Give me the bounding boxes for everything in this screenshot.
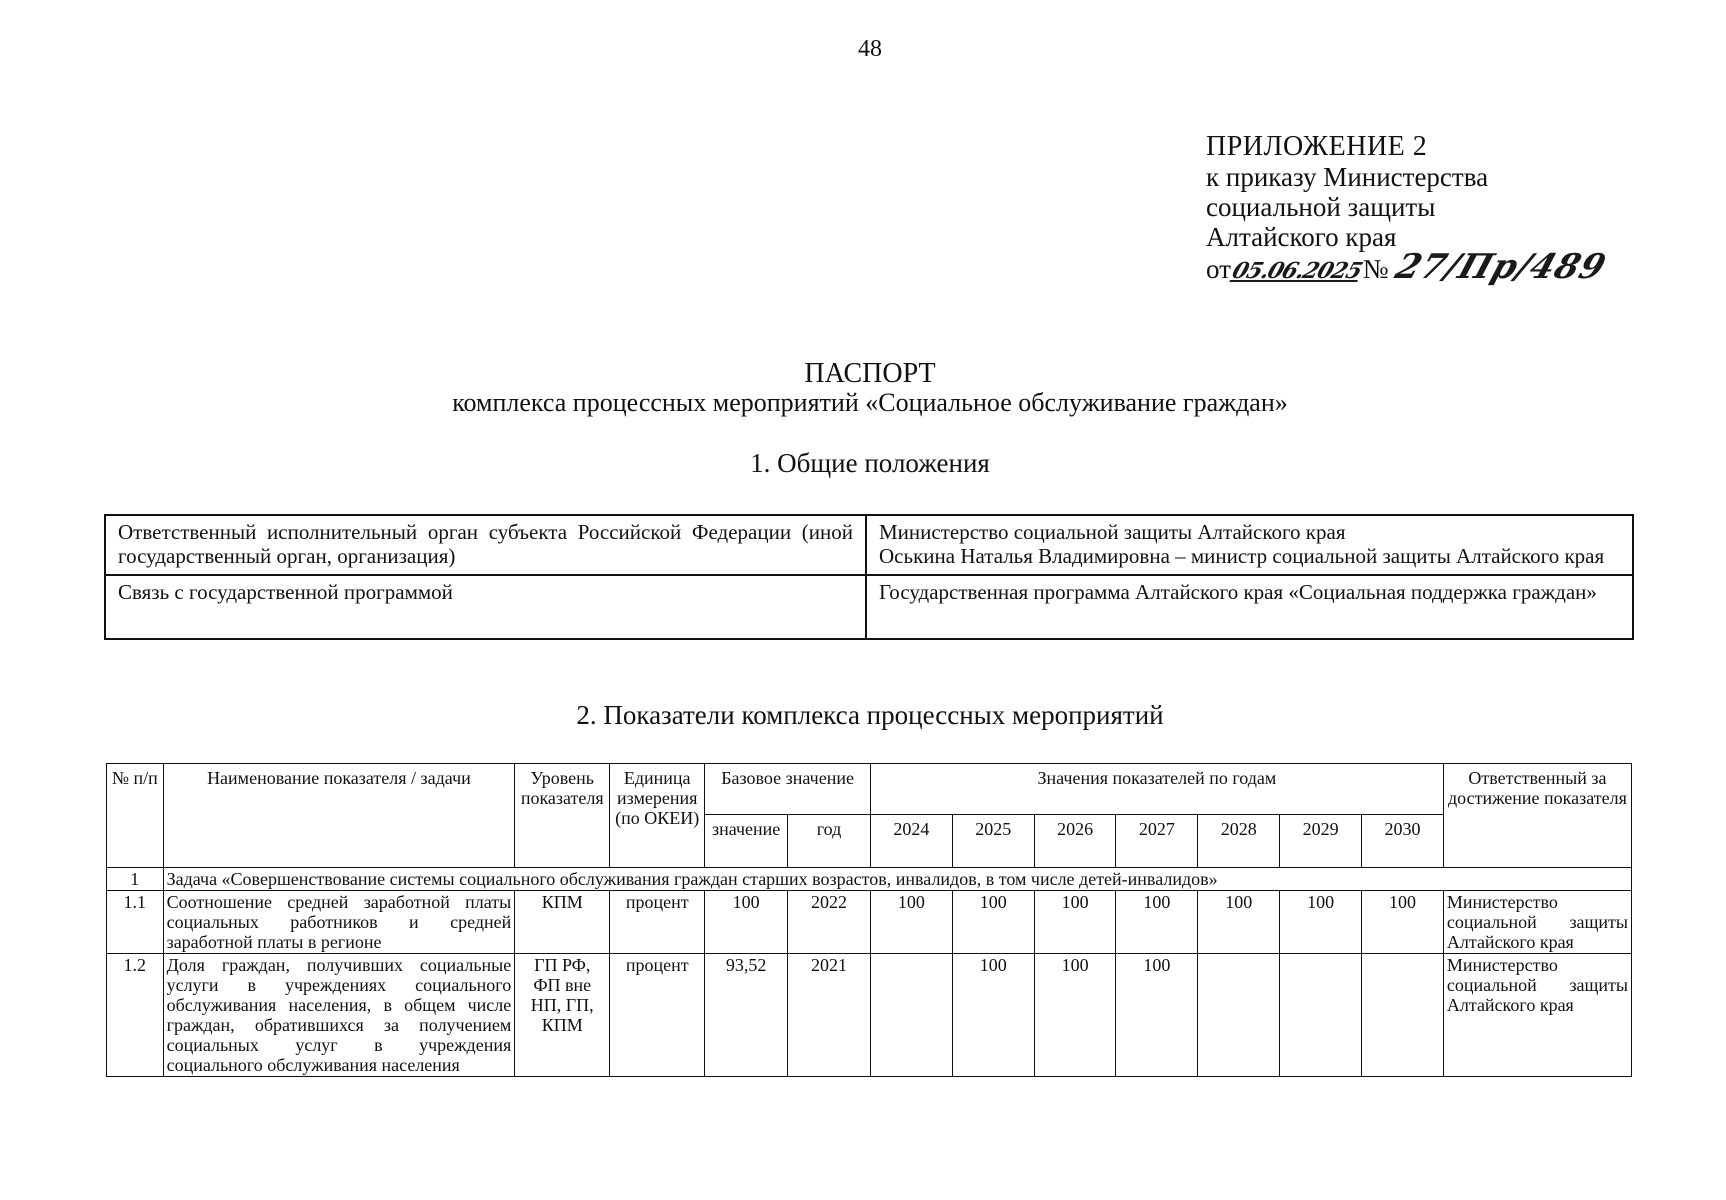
row-year-value: 100	[1280, 891, 1362, 954]
header-years-group: Значения показателей по годам	[870, 764, 1443, 815]
row-year-value	[1198, 954, 1280, 1077]
header-base: Базовое значение	[705, 764, 871, 815]
general-provisions-table	[104, 514, 1634, 640]
row-year-value: 100	[1116, 891, 1198, 954]
table-header-row	[107, 764, 1632, 815]
table-row	[105, 575, 1633, 639]
row-year-value: 100	[952, 954, 1034, 1077]
header-year: 2024	[870, 815, 952, 868]
passport-title: ПАСПОРТ	[804, 358, 936, 389]
date-prefix: от	[1206, 254, 1231, 284]
header-year: 2030	[1362, 815, 1444, 868]
row-year-value: 100	[952, 891, 1034, 954]
row-year-value: 100	[1116, 954, 1198, 1077]
indicators-table	[106, 763, 1632, 1077]
header-level: Уровень показателя	[515, 764, 610, 868]
header-num: № п/п	[107, 764, 164, 868]
row-year-value	[870, 954, 952, 1077]
header-year: 2026	[1034, 815, 1116, 868]
number-sign: №	[1362, 254, 1389, 284]
header-base-value: значение	[705, 815, 788, 868]
table-row	[105, 515, 1633, 575]
page-number: 48	[858, 36, 882, 62]
row-level: ГП РФ, ФП вне НП, ГП, КПМ	[515, 954, 610, 1077]
table-cell-value: Государственная программа Алтайского края «Социальная поддержка граждан»	[866, 575, 1633, 639]
table-cell-value	[866, 515, 1633, 575]
table-row	[107, 891, 1632, 954]
handwritten-date: 05.06.2025	[1228, 258, 1365, 284]
row-num: 1.2	[107, 954, 164, 1077]
task-num: 1	[107, 868, 164, 891]
section-heading-general: 1. Общие положения	[750, 448, 990, 478]
header-responsible: Ответственный за достижение показателя	[1443, 764, 1631, 868]
row-unit: процент	[610, 954, 705, 1077]
row-base-year: 2021	[788, 954, 871, 1077]
order-date-number	[1206, 247, 1612, 287]
value-line: Министерство социальной защиты Алтайского края	[879, 520, 1346, 544]
header-year: 2029	[1280, 815, 1362, 868]
value-line: Оськина Наталья Владимировна – министр социальной защиты Алтайского края	[879, 544, 1605, 568]
row-base-year: 2022	[788, 891, 871, 954]
table-row	[107, 954, 1632, 1077]
appendix-line: Алтайского края	[1206, 222, 1397, 252]
row-year-value: 100	[870, 891, 952, 954]
row-responsible: Министерство социальной защиты Алтайского края	[1443, 891, 1631, 954]
table-cell-label: Связь с государственной программой	[105, 575, 866, 639]
header-base-year: год	[788, 815, 871, 868]
header-unit: Единица измерения (по ОКЕИ)	[610, 764, 705, 868]
handwritten-order-number: 27/Пр/489	[1390, 247, 1612, 287]
row-base-value: 93,52	[705, 954, 788, 1077]
row-responsible: Министерство социальной защиты Алтайского края	[1443, 954, 1631, 1077]
table-cell-label: Ответственный исполнительный орган субъекта Российской Федерации (иной государственный орган, организация)	[105, 515, 866, 575]
appendix-line: социальной защиты	[1206, 192, 1436, 222]
row-base-value: 100	[705, 891, 788, 954]
row-year-value	[1362, 954, 1444, 1077]
row-year-value: 100	[1034, 891, 1116, 954]
section-heading-indicators: 2. Показатели комплекса процессных мероприятий	[576, 700, 1164, 730]
row-name: Доля граждан, получивших социальные услуги в учреждениях социального обслуживания населения, в общем числе граждан, обратившихся за получением социальных услуг в учреждения социального обслуживания населения	[163, 954, 515, 1077]
row-name: Соотношение средней заработной платы социальных работников и средней заработной платы в регионе	[163, 891, 515, 954]
row-year-value	[1280, 954, 1362, 1077]
row-year-value: 100	[1198, 891, 1280, 954]
appendix-block	[1206, 131, 1612, 287]
task-text: Задача «Совершенствование системы социального обслуживания граждан старших возрастов, инвалидов, в том числе детей-инвалидов»	[163, 868, 1631, 891]
row-unit: процент	[610, 891, 705, 954]
passport-subtitle: комплекса процессных мероприятий «Социальное обслуживание граждан»	[452, 388, 1288, 417]
row-year-value: 100	[1034, 954, 1116, 1077]
appendix-line: к приказу Министерства	[1206, 162, 1489, 192]
header-year: 2027	[1116, 815, 1198, 868]
header-name: Наименование показателя / задачи	[163, 764, 515, 868]
row-year-value: 100	[1362, 891, 1444, 954]
row-level: КПМ	[515, 891, 610, 954]
row-num: 1.1	[107, 891, 164, 954]
header-year: 2025	[952, 815, 1034, 868]
appendix-title: ПРИЛОЖЕНИЕ 2	[1206, 131, 1428, 162]
task-row	[107, 868, 1632, 891]
header-year: 2028	[1198, 815, 1280, 868]
